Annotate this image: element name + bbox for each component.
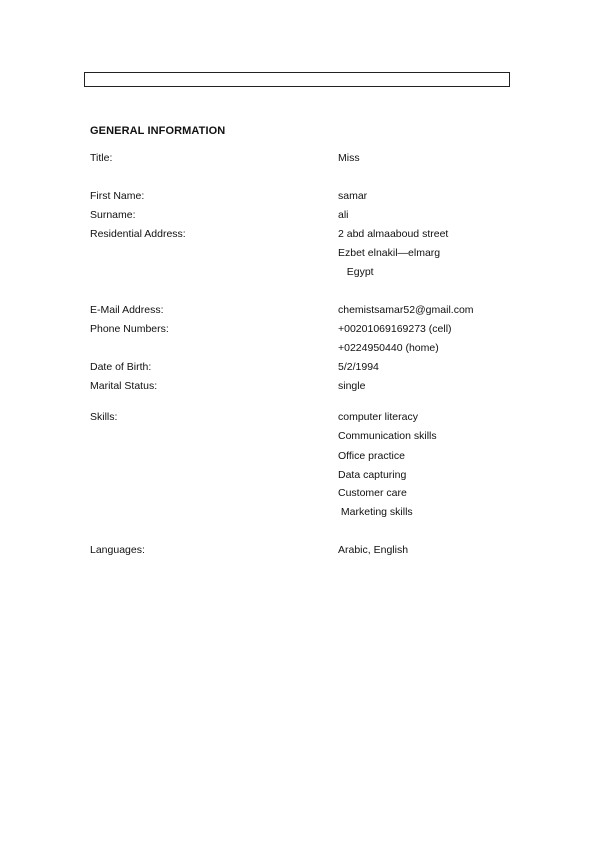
languages-value: Arabic, English <box>338 544 409 556</box>
phone-line: +0224950440 (home) <box>338 342 439 354</box>
skill-item: Customer care <box>338 487 407 499</box>
residential-address-label: Residential Address: <box>90 228 186 240</box>
surname-value: ali <box>338 209 349 221</box>
first-name-value: samar <box>338 190 368 202</box>
skills-label: Skills: <box>90 411 118 423</box>
title-label: Title: <box>90 152 113 164</box>
skill-item: Data capturing <box>338 469 407 481</box>
languages-label: Languages: <box>90 544 145 556</box>
phone-label: Phone Numbers: <box>90 323 169 335</box>
residential-address-line: Ezbet elnakil—elmarg <box>338 247 441 259</box>
surname-label: Surname: <box>90 209 136 221</box>
title-value: Miss <box>338 152 360 164</box>
phone-line: +00201069169273 (cell) <box>338 323 452 335</box>
first-name-label: First Name: <box>90 190 145 202</box>
email-value: chemistsamar52@gmail.com <box>338 304 474 316</box>
header-box <box>84 72 510 87</box>
residential-address-line: 2 abd almaaboud street <box>338 228 449 240</box>
section-title: GENERAL INFORMATION <box>90 125 226 137</box>
dob-value: 5/2/1994 <box>338 361 379 373</box>
residential-address-line: Egypt <box>338 266 374 278</box>
skill-item: computer literacy <box>338 411 418 423</box>
marital-status-value: single <box>338 380 366 392</box>
email-label: E-Mail Address: <box>90 304 164 316</box>
dob-label: Date of Birth: <box>90 361 152 373</box>
skill-item: Communication skills <box>338 430 437 442</box>
skill-item: Office practice <box>338 450 405 462</box>
skill-item: Marketing skills <box>338 506 413 518</box>
marital-status-label: Marital Status: <box>90 380 158 392</box>
